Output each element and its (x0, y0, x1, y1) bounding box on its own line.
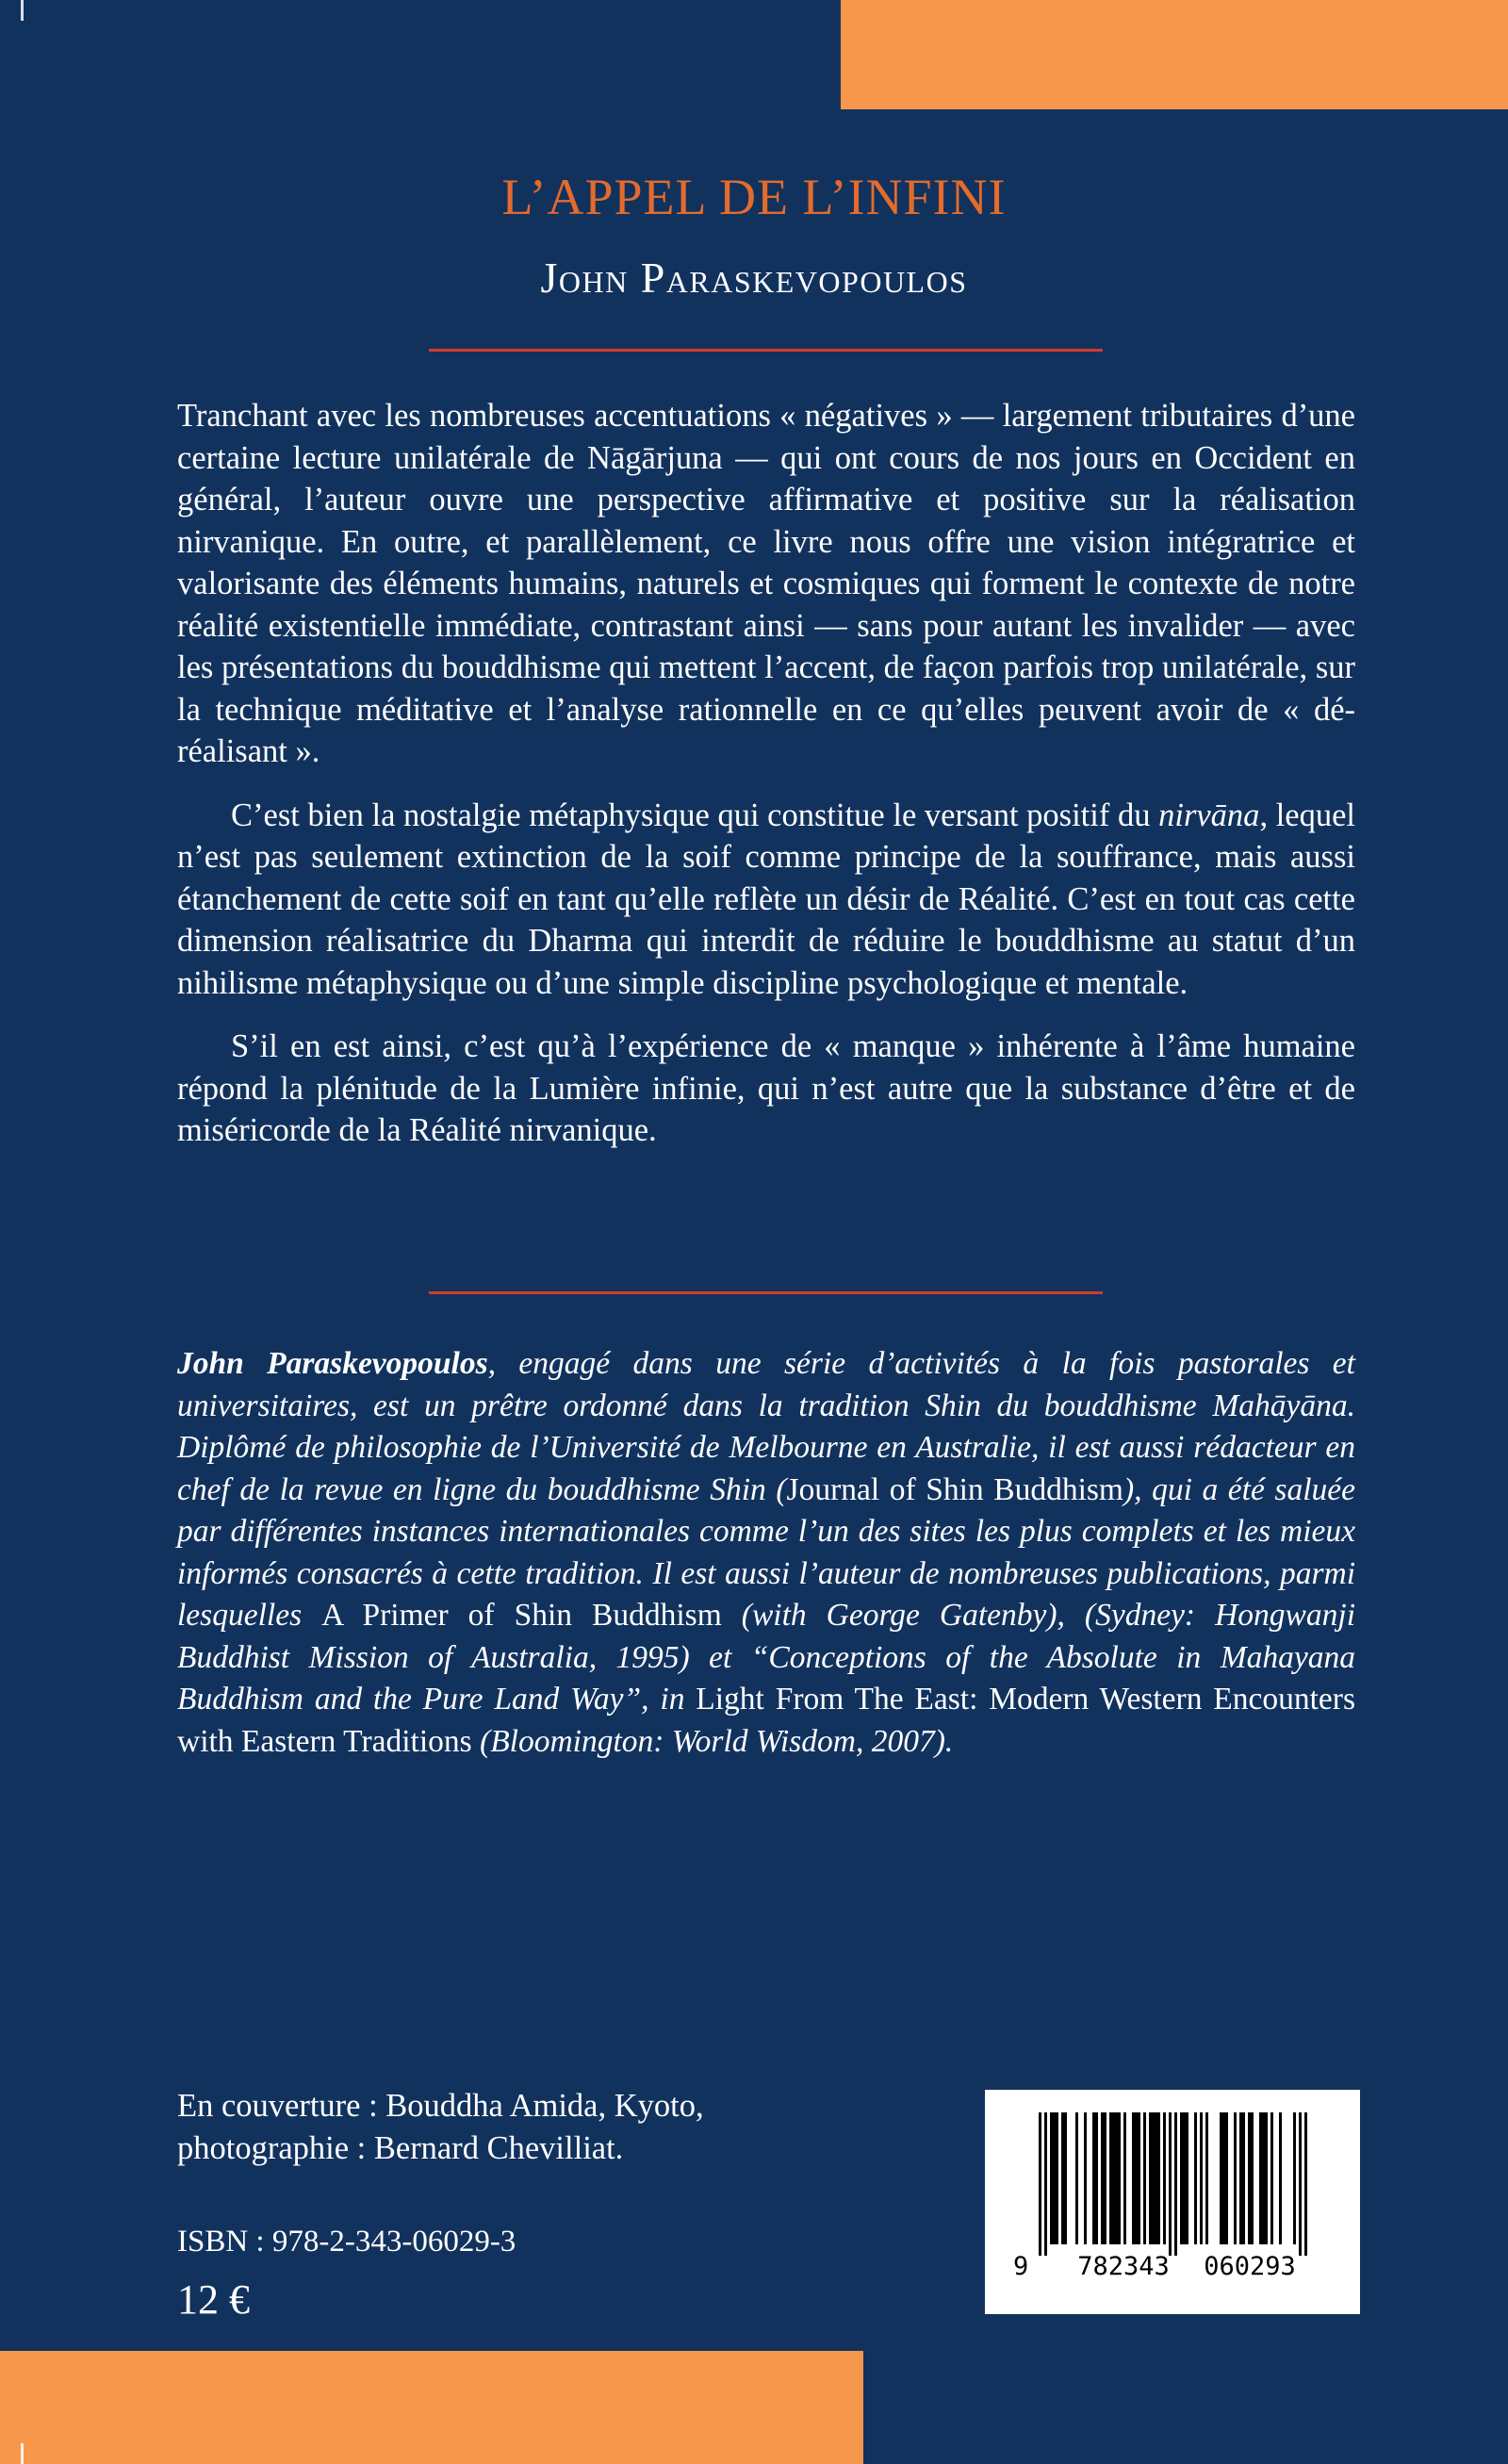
author-bio (177, 1343, 1355, 1763)
barcode-bar (1180, 2112, 1188, 2244)
barcode-bar (1132, 2112, 1140, 2244)
bio-segment-3: (with George Gatenby), (Sydney: Hongwanji Buddhist Mission of Australia, 1995) et “Conceptions of the Absolute in Mahayana Buddhism and the Pure Land Way”, in (177, 1598, 1355, 1717)
barcode-bar (1200, 2112, 1203, 2244)
barcode-bar (1101, 2112, 1106, 2244)
barcode-bar (1092, 2112, 1098, 2244)
barcode-graphic (985, 2090, 1360, 2314)
credits-line-1: En couverture : Bouddha Amida, Kyoto, (177, 2088, 704, 2124)
bio-title-primer: A Primer of Shin Buddhism (321, 1598, 722, 1633)
barcode-bar (1123, 2112, 1126, 2244)
bio-segment-4: (Bloomington: World Wisdom, 2007). (471, 1723, 954, 1759)
summary-paragraph-2-start: C’est bien la nostalgie métaphysique qui constitue le versant positif du (231, 797, 1159, 833)
barcode-bar (1039, 2112, 1041, 2256)
orange-band-bottom (0, 2351, 863, 2464)
barcode-bar (1194, 2112, 1197, 2244)
barcode-bar (1061, 2112, 1067, 2244)
bio-title-journal: Journal of Shin Buddhism (786, 1471, 1123, 1507)
barcode-bar (1293, 2112, 1296, 2244)
barcode-bar (1239, 2112, 1245, 2244)
barcode-bar (1169, 2112, 1172, 2256)
barcode-bar (1205, 2112, 1208, 2244)
barcode-bar (1075, 2112, 1078, 2244)
barcode-bar (1174, 2112, 1177, 2256)
barcode-bar (1109, 2112, 1121, 2244)
isbn: ISBN : 978-2-343-06029-3 (177, 2225, 516, 2259)
bio-author-name: John Paraskevopoulos (177, 1346, 488, 1381)
divider-top (429, 349, 1103, 352)
bio-paragraph (177, 1343, 1355, 1763)
barcode-bar (1234, 2112, 1237, 2244)
spine-mark-top (21, 0, 24, 21)
barcode-bar (1163, 2112, 1166, 2244)
barcode-bar (1050, 2112, 1058, 2244)
barcode-bar (1044, 2112, 1047, 2256)
summary-paragraph-2-end: , lequel n’est pas seulement extinction de la soif comme principe de la souffrance, mais aussi étanchement de cette soif en tant qu’elle reflète un désir de Réalité. C’est en tout cas cette dimension réalisatrice du Dharma qui interdit de réduire le bouddhisme au statut d’un nihilisme métaphysique ou d’une simple discipline psychologique et mentale. (177, 797, 1355, 1001)
barcode-first-digit: 9 (1013, 2252, 1029, 2281)
barcode-bar (1149, 2112, 1160, 2244)
book-author: John Paraskevopoulos (540, 254, 968, 302)
summary-paragraph-2 (177, 795, 1355, 1005)
barcode-left-digits: 782343 (1077, 2252, 1170, 2281)
price: 12 € (177, 2276, 250, 2323)
orange-band-top (841, 0, 1508, 109)
nirvana-term: nirvāna (1158, 797, 1260, 833)
barcode-bar (1304, 2112, 1307, 2256)
barcode-bars (1039, 2112, 1307, 2256)
summary-text (177, 395, 1355, 1152)
credits-line-2: photographie : Bernard Chevilliat. (177, 2129, 624, 2166)
bio-segment-1: , engagé dans une série d’activités à la fois pastorales et universitaires, est un prêtre ordonné dans la tradition Shin du bouddhisme Mahāyāna. Diplômé de philosophie de l’Université de Melbourne en Australie, il est aussi rédacteur en chef de la revue en ligne du bouddhisme Shin ( (177, 1346, 1355, 1507)
barcode-bar (1143, 2112, 1146, 2244)
bio-segment-2: ), qui a été saluée par différentes instances internationales comme l’un des sites les plus complets et les mieux informés consacrés à cette tradition. Il est aussi l’auteur de nombreuses publications, parmi lesquelles (177, 1471, 1355, 1633)
divider-middle (429, 1291, 1103, 1294)
barcode-bar (1299, 2112, 1302, 2256)
book-title: L’APPEL DE L’INFINI (501, 169, 1007, 225)
summary-paragraph-1: Tranchant avec les nombreuses accentuations « négatives » — largement tributaires d’une certaine lecture unilatérale de Nāgārjuna — qui ont cours de nos jours en Occident en général, l’auteur ouvre une perspective affirmative et positive sur la réalisation nirvanique. En outre, et parallèlement, ce livre nous offre une vision intégratrice et valorisante des éléments humains, naturels et cosmiques qui forment le contexte de notre réalité existentielle immédiate, contrastant ainsi — sans pour autant les invalider — avec les présentations du bouddhisme qui mettent l’accent, de façon parfois trop unilatérale, sur la technique méditative et l’analyse rationnelle en ce qu’elles peuvent avoir de « dé-réalisant ». (177, 398, 1355, 769)
barcode-bar (1259, 2112, 1268, 2244)
barcode-bar (1220, 2112, 1228, 2244)
barcode-bar (1248, 2112, 1254, 2244)
cover-credits (177, 2085, 704, 2169)
bio-title-light: Light From The East: Modern Western Encounters with Eastern Traditions (177, 1682, 1355, 1759)
barcode-bar (1270, 2112, 1273, 2244)
barcode (985, 2090, 1360, 2314)
barcode-bar (1084, 2112, 1087, 2244)
spine-mark-bottom (21, 2443, 24, 2464)
barcode-right-digits: 060293 (1204, 2252, 1296, 2281)
summary-paragraph-3: S’il en est ainsi, c’est qu’à l’expérience de « manque » inhérente à l’âme humaine répond la plénitude de la Lumière infinie, qui n’est autre que la substance d’être et de miséricorde de la Réalité nirvanique. (177, 1028, 1355, 1148)
barcode-bar (1279, 2112, 1282, 2244)
